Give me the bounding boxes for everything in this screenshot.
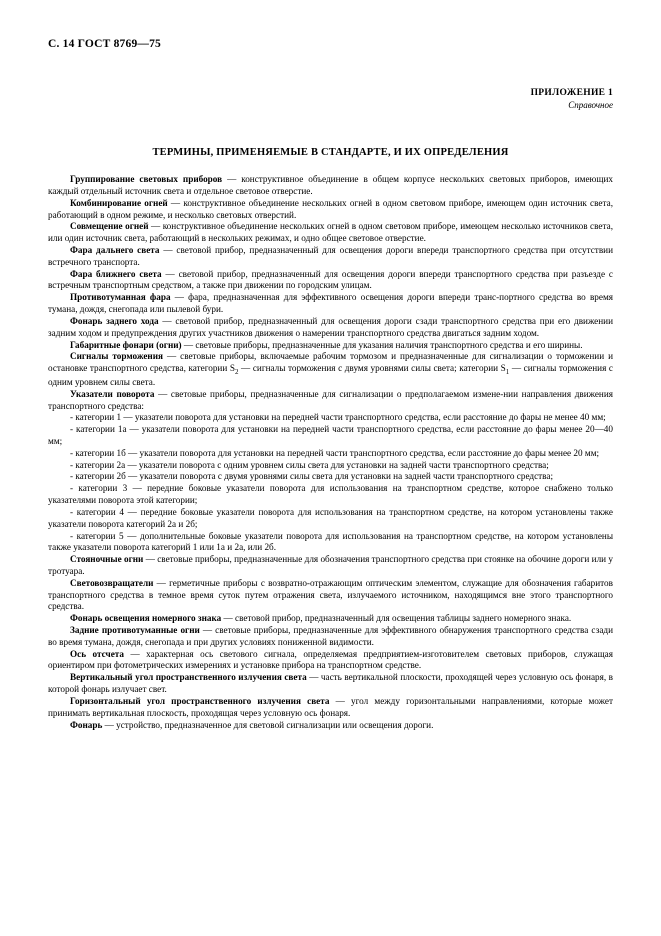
term-name: Горизонтальный угол пространственного излучения света [70,695,330,706]
term-definition: — световой прибор, предназначенный для освещения дороги впереди транспортного средства при отсутствии встречного транспорта. [48,245,613,267]
definition-paragraph [48,292,613,316]
page-header: С. 14 ГОСТ 8769—75 [48,38,161,50]
term-name: Фара ближнего света [70,268,162,279]
term-definition: - категории 4 — передние боковые указатели поворота для использования на транспортном средстве, на котором установлены также указатели поворота категорий 2а и 2б; [48,506,613,529]
definition-list-item [48,412,613,424]
definition-list-item [48,460,613,472]
term-name: Вертикальный угол пространственного излучения света [70,672,307,683]
page-title: ТЕРМИНЫ, ПРИМЕНЯЕМЫЕ В СТАНДАРТЕ, И ИХ ОПРЕДЕЛЕНИЯ [152,147,509,159]
definition-list-item [48,483,613,507]
definition-paragraph [48,720,613,732]
appendix-block [48,88,613,111]
term-name: Группирование световых приборов [70,174,223,185]
term-name: Световозвращатели [70,577,154,588]
term-definition: - категории 3 — передние боковые указатели поворота для использования на транспортном средстве, которое снабжено только указателями поворота этой категории; [48,483,613,506]
term-name: Фара дальнего света [70,245,160,255]
term-definition: — характерная ось светового сигнала, определяемая предприятием-изготовителем световых приборов, служащая ориентиром при фотометрических измерениях и установке прибора на транспортном средстве. [48,648,613,671]
term-definition: — часть вертикальной плоскости, проходящей через условную ось фонаря, в которой фонарь излучает свет. [48,672,614,695]
definition-paragraph [48,316,613,340]
term-name: Ось отсчета [70,648,125,659]
term-definition: — световые приборы, включаемые рабочим тормозом и предназначенные для сигнализации о торможении и остановке транспортного средства, категории $S_2$ — сигналы торможения с двумя уровнями силы света; категории $S_1$ — сигналы торможения с одним уровнем силы света. [48,351,613,387]
term-name: Габаритные фонари (огни) [70,339,182,350]
term-definition: - категории 1 — указатели поворота для установки на передней части транспортного средства, если расстояние до фары не менее 40 мм; [70,412,606,423]
definition-paragraph [48,174,613,198]
definition-paragraph [48,672,613,696]
term-name: Сигналы торможения [70,351,163,362]
appendix-label: ПРИЛОЖЕНИЕ 1 [530,88,613,98]
definition-list-item [48,448,613,460]
definition-paragraph [48,554,613,578]
term-definition: — световой прибор, предназначенный для освещения дороги сзади транспортного средства при его движении задним ходом и предупреждения других участников движения о намерении транспортного средства двигаться задним ходом. [48,315,614,338]
definition-paragraph [48,613,613,625]
term-name: Противотуманная фара [70,292,171,303]
term-definition: — световые приборы, предназначенные для указания наличия транспортного средства и его ширины. [181,339,583,350]
term-definition: — световые приборы, предназначенные для эффективного обнаружения транспортного средства сзади во время тумана, дождя, снегопада и при других условиях пониженной видимости. [48,625,613,647]
term-name: Комбинирование огней [70,197,168,208]
definition-list-item [48,424,613,448]
term-name: Фонарь заднего хода [70,315,159,326]
definition-paragraph [48,221,613,245]
term-definition: — световые приборы, предназначенные для сигнализации о предполагаемом измене-нии направления движения транспортного средства: [48,388,613,411]
term-name: Совмещение огней [70,221,149,232]
definition-paragraph [48,649,613,673]
definition-paragraph [48,389,613,413]
term-definition: - категории 1а — указатели поворота для установки на передней части транспортного средства, если расстояние до фары менее 20—40 мм; [48,424,613,446]
term-definition: — световые приборы, предназначенные для обозначения транспортного средства при стоянке на обочине дороги или у тротуара. [48,554,613,576]
definition-paragraph [48,340,613,352]
term-definition: — световой прибор, предназначенный для освещения таблицы заднего номерного знака. [221,613,572,624]
definition-paragraph [48,351,613,388]
term-definition: — световой прибор, предназначенный для освещения дороги впереди транспортного средства при разъезде с встречным транспортным средством, а также при движении по городским улицам. [48,268,613,291]
term-name: Указатели поворота [70,388,155,399]
term-name: Стояночные огни [70,554,144,565]
term-definition: — угол между горизонтальными направлениями, которые может принимать вертикальная плоскость, проходящая через условную ось фонаря. [48,695,613,718]
definition-list-item [48,471,613,483]
definition-paragraph [48,578,613,613]
term-name: Фонарь [70,719,103,730]
definition-list-item [48,531,613,555]
definition-paragraph [48,198,613,222]
body-text [48,174,613,731]
term-name: Задние противотуманные огни [70,625,200,635]
term-definition: - категории 5 — дополнительные боковые указатели поворота для использования на транспортном средстве, на котором установлены также указатели поворота категорий 1 или 1а и 2а, или 2б. [48,530,613,553]
definition-paragraph [48,625,613,649]
term-definition: — фара, предназначенная для эффективного освещения дороги впереди транс-портного средства во время тумана, дождя, снегопада или пылевой бури. [48,292,613,315]
term-definition: - категории 2б — указатели поворота с двумя уровнями силы света для установки на задней части транспортного средства; [70,471,554,482]
term-definition: — конструктивное объединение нескольких огней в одном световом приборе, имеющем один источник света, работающий в одном режиме, и несколько световых отверстий. [48,197,614,220]
term-definition: — устройство, предназначенное для световой сигнализации или освещения дороги. [102,719,434,730]
term-definition: - категории 1б — указатели поворота для установки на передней части транспортного средства, если расстояние до фары менее 20 мм; [70,447,600,458]
term-name: Фонарь освещения номерного знака [70,613,222,624]
term-definition: — конструктивное объединение нескольких огней в одном световом приборе, имеющем несколько источников света, или один источник света, работающий в нескольких режимах, и одно общее световое отверстие. [48,221,613,244]
term-definition: - категории 2а — указатели поворота с одним уровнем силы света для установки на задней части транспортного средства; [70,459,549,470]
term-definition: — конструктивное объединение в общем корпусе нескольких световых приборов, имеющих каждый отдельный источник света и отдельное световое отверстие. [48,174,613,196]
definition-list-item [48,507,613,531]
definition-paragraph [48,245,613,269]
term-definition: — герметичные приборы с возвратно-отражающим оптическим элементом, служащие для обозначения габаритов транспортного средства в темное время суток путем отражения света, излучаемого источником, находящимся вне этого транспортного средства. [48,577,613,612]
appendix-subtitle: Справочное [568,99,613,110]
definition-paragraph [48,696,613,720]
definition-paragraph [48,269,613,293]
